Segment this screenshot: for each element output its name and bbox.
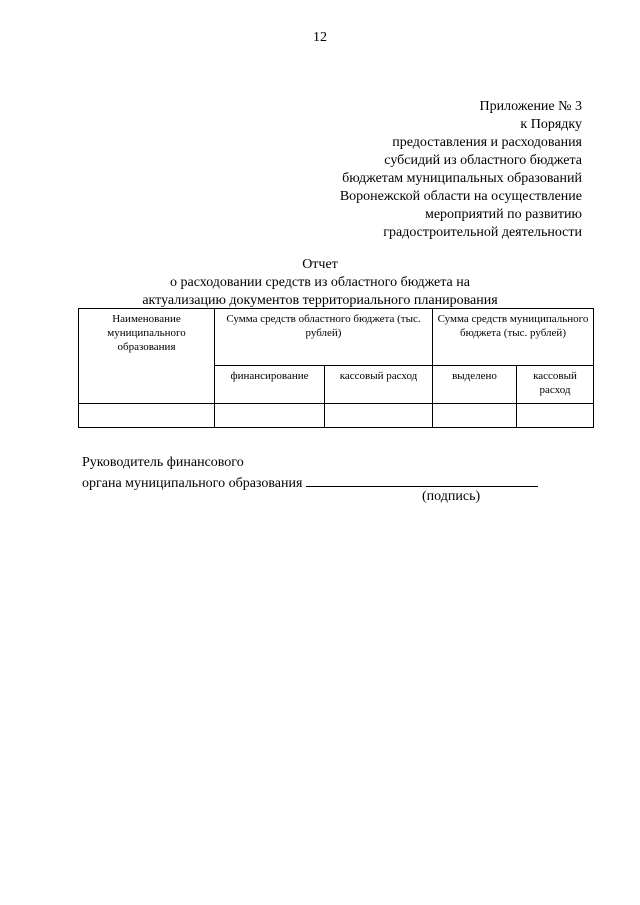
- appendix-line: Воронежской области на осуществление: [339, 189, 582, 204]
- header-municipal-budget: Сумма средств муниципального бюджета (тыс. рублей): [433, 309, 594, 366]
- appendix-line: мероприятий по развитию: [424, 207, 582, 222]
- report-table: [78, 308, 594, 428]
- header-financing: финансирование: [215, 366, 325, 404]
- table-cell: [433, 404, 517, 428]
- table-cell: [79, 404, 215, 428]
- signature-underline: [306, 472, 538, 487]
- header-cash-expense-regional: кассовый расход: [325, 366, 433, 404]
- report-subtitle-line1: о расходовании средств из областного бюджета на: [170, 275, 470, 290]
- page-number: 12: [313, 30, 327, 45]
- report-title-block: [0, 256, 640, 310]
- appendix-line: предоставления и расходования: [392, 135, 582, 150]
- signature-line2-wrap: [82, 472, 562, 493]
- signature-caption: (подпись): [422, 489, 481, 504]
- appendix-line: бюджетам муниципальных образований: [342, 171, 582, 186]
- report-subtitle-line2: актуализацию документов территориального планирования: [142, 293, 498, 308]
- appendix-line: к Порядку: [520, 117, 582, 132]
- header-cash-expense-municipal: кассовый расход: [517, 366, 594, 404]
- signature-line1: Руководитель финансового: [82, 455, 244, 470]
- signature-block: [82, 454, 562, 493]
- appendix-line: субсидий из областного бюджета: [384, 153, 582, 168]
- appendix-header: [262, 98, 582, 242]
- report-title: Отчет: [302, 257, 338, 272]
- table-cell: [325, 404, 433, 428]
- appendix-line: Приложение № 3: [479, 99, 582, 114]
- table-cell: [215, 404, 325, 428]
- header-regional-budget: Сумма средств областного бюджета (тыс. рублей): [215, 309, 433, 366]
- appendix-line: градостроительной деятельности: [383, 225, 582, 240]
- table-cell: [517, 404, 594, 428]
- header-allocated: выделено: [433, 366, 517, 404]
- signature-line2: органа муниципального образования: [82, 476, 303, 491]
- header-municipality-name: Наименование муниципального образования: [79, 309, 215, 404]
